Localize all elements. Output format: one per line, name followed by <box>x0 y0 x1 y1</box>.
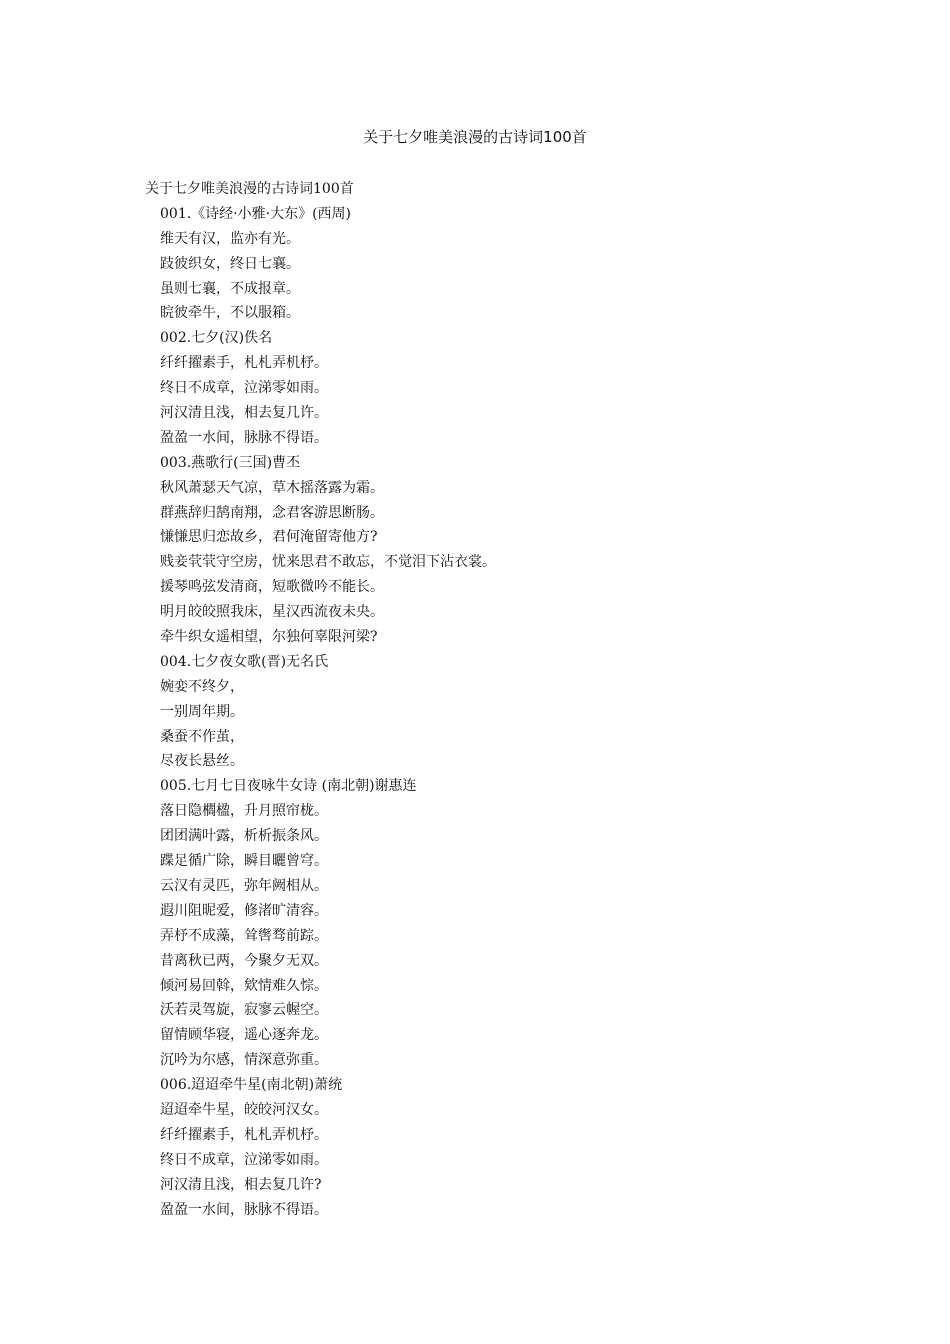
text-line: 河汉清且浅，相去复几许。 <box>160 405 328 422</box>
text-line: 沃若灵驾旋，寂寥云幄空。 <box>160 1002 328 1019</box>
text-line: 弄杼不成藻，耸辔骛前踪。 <box>160 927 328 944</box>
text-line: 婉娈不终夕， <box>160 678 244 695</box>
text-line: 明月皎皎照我床，星汉西流夜未央。 <box>160 604 384 621</box>
text-line: 团团满叶露，析析振条风。 <box>160 828 328 845</box>
text-line: 云汉有灵匹，弥年阙相从。 <box>160 877 328 894</box>
text-line: 落日隐櫩楹，升月照帘栊。 <box>160 803 328 820</box>
document-body <box>145 177 845 1222</box>
text-line: 003.燕歌行(三国)曹丕 <box>160 454 301 471</box>
text-line: 蹀足循广除，瞬目曬曾穹。 <box>160 853 328 870</box>
text-line: 秋风萧瑟天气凉，草木摇落露为霜。 <box>160 479 384 496</box>
text-line: 桑蚕不作茧， <box>160 728 244 745</box>
body-heading: 关于七夕唯美浪漫的古诗词100首 <box>145 181 354 197</box>
poem-lines <box>145 202 845 1223</box>
text-line: 002.七夕(汉)佚名 <box>160 330 273 347</box>
text-line: 纤纤擢素手，札札弄机杼。 <box>160 1126 328 1143</box>
text-line: 004.七夕夜女歌(晋)无名氏 <box>160 653 329 670</box>
text-line: 一别周年期。 <box>160 703 244 720</box>
text-line: 尽夜长悬丝。 <box>160 753 244 770</box>
text-line: 盈盈一水间，脉脉不得语。 <box>160 1201 328 1218</box>
text-line: 虽则七襄，不成报章。 <box>160 280 300 297</box>
text-line: 沉吟为尔感，情深意弥重。 <box>160 1052 328 1069</box>
document-title: 关于七夕唯美浪漫的古诗词100首 <box>363 128 587 146</box>
text-line: 睆彼牵牛，不以服箱。 <box>160 305 300 322</box>
text-line: 倾河易回斡，欸情难久悰。 <box>160 977 328 994</box>
text-line: 维天有汉，监亦有光。 <box>160 230 300 247</box>
text-line: 昔离秋已两，今聚夕无双。 <box>160 952 328 969</box>
text-line: 牵牛织女遥相望，尔独何辜限河梁? <box>160 629 378 646</box>
text-line: 遐川阻昵爱，修渚旷清容。 <box>160 902 328 919</box>
text-line: 留情顾华寝，遥心逐奔龙。 <box>160 1027 328 1044</box>
text-line: 迢迢牵牛星，皎皎河汉女。 <box>160 1101 328 1118</box>
text-line: 河汉清且浅，相去复几许? <box>160 1176 322 1193</box>
text-line: 盈盈一水间，脉脉不得语。 <box>160 429 328 446</box>
text-line: 005.七月七日夜咏牛女诗 (南北朝)谢惠连 <box>160 778 417 795</box>
text-line: 纤纤擢素手，札札弄机杼。 <box>160 355 328 372</box>
text-line: 慊慊思归恋故乡，君何淹留寄他方? <box>160 529 378 546</box>
text-line: 006.迢迢牵牛星(南北朝)萧统 <box>160 1077 343 1094</box>
text-line: 援琴鸣弦发清商，短歌微吟不能长。 <box>160 579 384 596</box>
text-line: 贱妾茕茕守空房，忧来思君不敢忘，不觉泪下沾衣裳。 <box>160 554 496 571</box>
text-line: 跂彼织女，终日七襄。 <box>160 255 300 272</box>
text-line: 终日不成章，泣涕零如雨。 <box>160 1151 328 1168</box>
text-line: 001.《诗经·小雅·大东》(西周) <box>160 205 351 222</box>
text-line: 终日不成章，泣涕零如雨。 <box>160 380 328 397</box>
text-line: 群燕辞归鹄南翔，念君客游思断肠。 <box>160 504 384 521</box>
